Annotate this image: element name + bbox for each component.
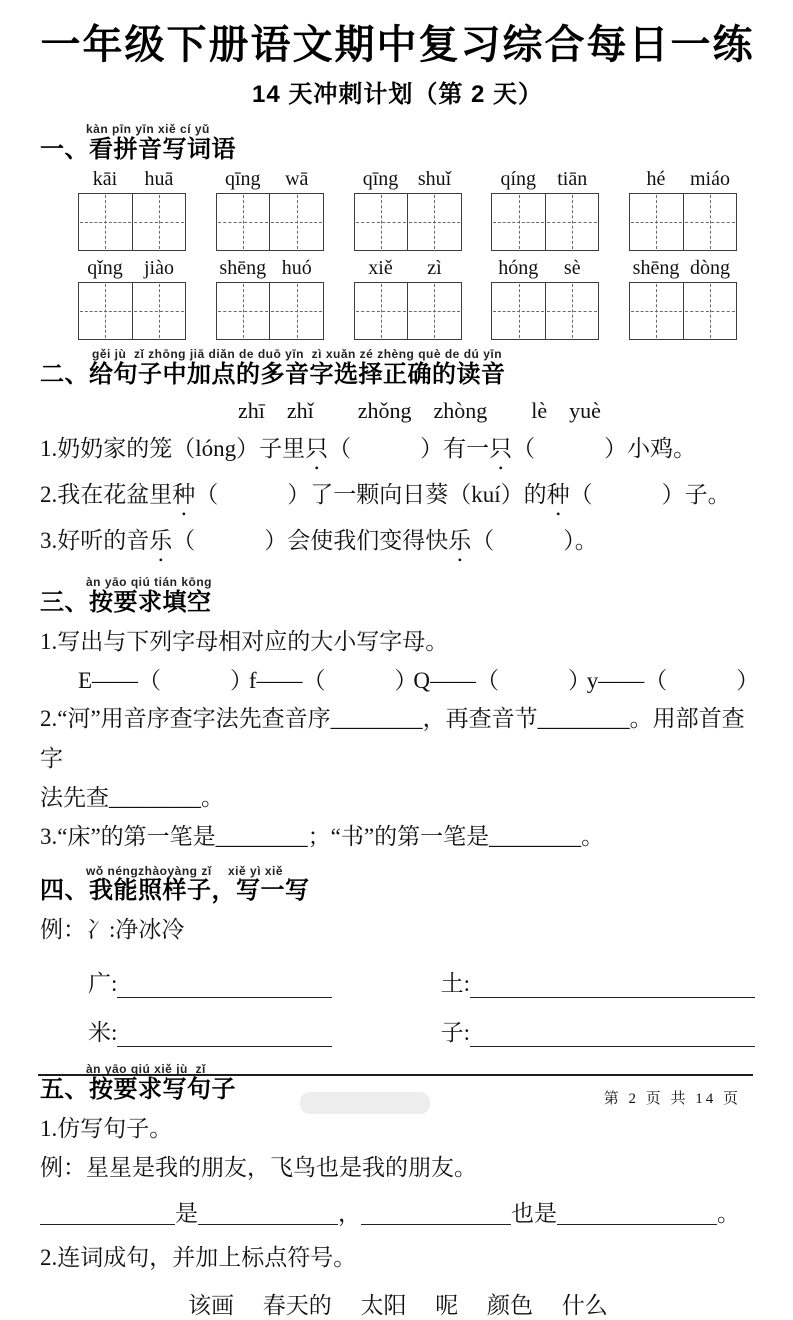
answer-cell[interactable] xyxy=(545,194,599,250)
sentence-item: 3.好听的音乐（ ）会使我们变得快乐（ ）。 xyxy=(40,528,598,554)
writing-grid xyxy=(216,193,324,251)
radical-row-1 xyxy=(88,965,755,998)
answer-cell[interactable] xyxy=(683,283,737,339)
letter-blank[interactable]: E——（ ） xyxy=(78,667,254,693)
word-pinyin: qīng wā xyxy=(224,168,309,191)
example-line: 例：冫:净冰冷 xyxy=(40,917,185,943)
word-pinyin: xiě zì xyxy=(368,257,442,280)
page-title: 一年级下册语文期中复习综合每日一练 xyxy=(40,23,755,67)
answer-cell[interactable] xyxy=(132,283,186,339)
dotted-char: 乐 xyxy=(448,528,472,554)
fill-in-sentence: 是 ， 也是 。 xyxy=(40,1195,755,1228)
question-item-continued: 法先查________。 xyxy=(40,784,224,810)
word-group xyxy=(78,167,186,251)
answer-cell[interactable] xyxy=(217,283,270,339)
example-line: 例：星星是我的朋友，飞鸟也是我的朋友。 xyxy=(40,1154,477,1180)
letter-matching-row xyxy=(78,663,760,700)
section-4-heading: 四、我能照样子，写一写 xyxy=(40,877,310,905)
radical-item xyxy=(441,965,755,998)
answer-blank[interactable] xyxy=(198,1200,338,1225)
section-2-pinyin: gěi jù zǐ zhōng jiā diǎn de duō yīn zì xuǎn zé zhèng què de dú yīn xyxy=(92,347,503,362)
section-1 xyxy=(40,123,755,340)
word-pinyin: kāi huā xyxy=(92,168,174,191)
answer-blank[interactable] xyxy=(361,1200,511,1225)
letter-blank[interactable]: f——（ ） xyxy=(248,667,418,693)
footer-divider xyxy=(38,1074,753,1076)
word-pinyin: qǐng jiào xyxy=(87,257,174,280)
word-group xyxy=(491,167,599,251)
dotted-char: 只 xyxy=(305,436,329,462)
answer-cell[interactable] xyxy=(132,194,186,250)
section-1-heading: 一、看拼音写词语 xyxy=(40,135,236,163)
writing-grid xyxy=(491,282,599,340)
answer-blank[interactable] xyxy=(557,1200,717,1225)
radical-item xyxy=(441,1014,755,1047)
question-item: 2.连词成句，并加上标点符号。 xyxy=(40,1244,357,1270)
word-pinyin: hóng sè xyxy=(498,257,581,280)
writing-grid xyxy=(629,193,737,251)
answer-cell[interactable] xyxy=(630,283,683,339)
writing-grid xyxy=(354,282,462,340)
dotted-char: 种 xyxy=(172,482,196,508)
answer-blank[interactable] xyxy=(470,973,755,998)
radical-row-2 xyxy=(88,1014,755,1047)
answer-blank[interactable] xyxy=(117,973,332,998)
writing-grid xyxy=(78,193,186,251)
dotted-char: 只 xyxy=(489,436,513,462)
dotted-char: 种 xyxy=(546,482,570,508)
answer-blank[interactable] xyxy=(470,1022,755,1047)
answer-cell[interactable] xyxy=(630,194,683,250)
answer-cell[interactable] xyxy=(683,194,737,250)
word-pinyin: shēng dòng xyxy=(632,257,730,280)
writing-grid xyxy=(491,193,599,251)
section-2-heading: 二、给句子中加点的多音字选择正确的读音 xyxy=(40,360,506,388)
word-group xyxy=(354,167,462,251)
answer-cell[interactable] xyxy=(269,283,323,339)
word-pinyin: qīng shuǐ xyxy=(362,168,452,191)
writing-grid xyxy=(78,282,186,340)
question-item: 1.写出与下列字母相对应的大小写字母。 xyxy=(40,628,449,654)
section-3-pinyin: àn yāo qiú tián kōng xyxy=(86,575,213,590)
word-group xyxy=(216,256,324,340)
pinyin-word-row-2 xyxy=(78,256,737,340)
question-item: 2.“河”用音序查字法先查音序________，再查音节________。用部首查字 xyxy=(40,706,745,771)
radical-label: 土: xyxy=(440,971,470,997)
word-group xyxy=(629,256,737,340)
scan-artifact xyxy=(300,1092,430,1114)
word-group xyxy=(491,256,599,340)
answer-cell[interactable] xyxy=(269,194,323,250)
page-number: 第 2 页 共 14 页 xyxy=(603,1091,741,1107)
section-3-heading: 三、按要求填空 xyxy=(40,588,212,616)
radical-label: 广: xyxy=(88,971,118,997)
word-group xyxy=(216,167,324,251)
pinyin-word-row-1 xyxy=(78,167,737,251)
letter-blank[interactable]: y——（ ） xyxy=(586,667,760,693)
word-group xyxy=(629,167,737,251)
sentence-item: 1.奶奶家的笼（lóng）子里只（ ）有一只（ ）小鸡。 xyxy=(40,436,697,462)
section-3 xyxy=(40,575,760,856)
answer-cell[interactable] xyxy=(492,283,545,339)
answer-blank[interactable] xyxy=(40,1200,175,1225)
question-item: 1.仿写句子。 xyxy=(40,1115,173,1141)
answer-cell[interactable] xyxy=(492,194,545,250)
answer-cell[interactable] xyxy=(79,283,132,339)
answer-cell[interactable] xyxy=(545,283,599,339)
section-5-pinyin: àn yāo qiú xiě jù zǐ xyxy=(86,1062,206,1077)
section-2 xyxy=(40,348,755,567)
writing-grid xyxy=(629,282,737,340)
question-item: 3.“床”的第一笔是________；“书”的第一笔是________。 xyxy=(40,823,605,849)
answer-cell[interactable] xyxy=(407,194,461,250)
answer-cell[interactable] xyxy=(217,194,270,250)
radical-item xyxy=(88,965,389,998)
answer-cell[interactable] xyxy=(355,194,408,250)
letter-blank[interactable]: Q——（ ） xyxy=(413,667,592,693)
section-4 xyxy=(40,865,755,1047)
radical-label: 子: xyxy=(440,1020,470,1046)
section-1-pinyin: kàn pīn yīn xiě cí yǔ xyxy=(86,122,210,136)
answer-blank[interactable] xyxy=(117,1022,332,1047)
page-subtitle: 14 天冲刺计划（第 2 天） xyxy=(251,81,544,108)
pronunciation-options: zhī zhǐ zhǒng zhòng lè yuè xyxy=(238,397,601,423)
word-pinyin: shēng huó xyxy=(219,257,312,280)
answer-cell[interactable] xyxy=(355,283,408,339)
answer-cell[interactable] xyxy=(407,283,461,339)
writing-grid xyxy=(216,282,324,340)
answer-cell[interactable] xyxy=(79,194,132,250)
sentence-item: 2.我在花盆里种（ ）了一颗向日葵（kuí）的种（ ）子。 xyxy=(40,482,731,508)
section-5-heading: 五、按要求写句子 xyxy=(40,1075,236,1103)
word-pinyin: hé miáo xyxy=(646,168,730,191)
radical-label: 米: xyxy=(88,1020,118,1046)
word-bank: 该画 春天的 太阳 呢 颜色 什么 xyxy=(188,1292,608,1318)
word-pinyin: qíng tiān xyxy=(500,168,588,191)
word-group xyxy=(78,256,186,340)
radical-item xyxy=(88,1014,389,1047)
dotted-char: 乐 xyxy=(149,528,173,554)
writing-grid xyxy=(354,193,462,251)
word-group xyxy=(354,256,462,340)
section-4-pinyin: wǒ néngzhàoyàng zǐ xiě yì xiě xyxy=(86,863,284,878)
